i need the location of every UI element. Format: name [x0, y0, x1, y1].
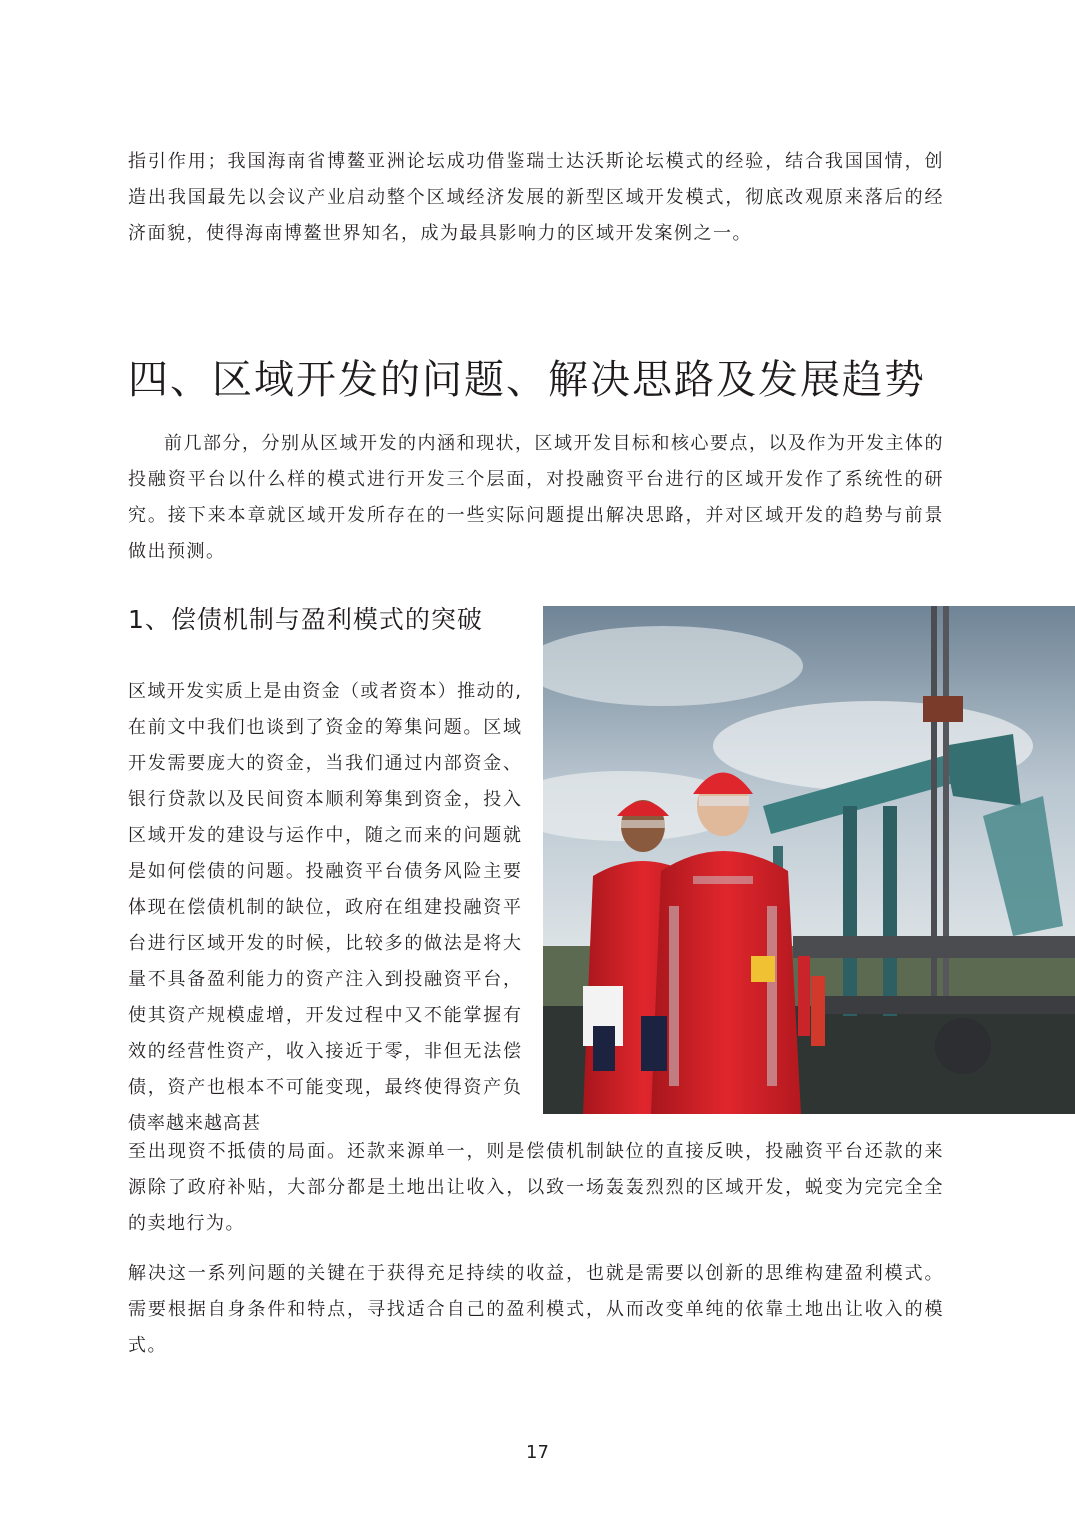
body-paragraph-continued: 至出现资不抵债的局面。还款来源单一，则是偿债机制缺位的直接反映，投融资平台还款的来源除了政府补贴，大部分都是土地出让收入，以致一场轰轰烈烈的区域开发，蜕变为完完全全的卖地行为。 — [128, 1141, 944, 1234]
intro-paragraph: 指引作用；我国海南省博鳌亚洲论坛成功借鉴瑞士达沃斯论坛模式的经验，结合我国国情，创造出我国最先以会议产业启动整个区域经济发展的新型区域开发模式，彻底改观原来落后的经济面貌，使得海南博鳌世界知名，成为最具影响力的区域开发案例之一。 — [128, 151, 944, 244]
page-number: 17 — [526, 1442, 549, 1463]
subsection-title: 1、偿债机制与盈利模式的突破 — [128, 605, 483, 634]
section-title: 四、区域开发的问题、解决思路及发展趋势 — [128, 357, 926, 403]
oilfield-workers-photo — [543, 606, 1075, 1114]
body-paragraph-narrow: 区域开发实质上是由资金（或者资本）推动的,在前文中我们也谈到了资金的筹集问题。区域开发需要庞大的资金，当我们通过内部资金、银行贷款以及民间资本顺利筹集到资金，投入区域开发的建设与运作中，随之而来的问题就是如何偿债的问题。投融资平台债务风险主要体现在偿债机制的缺位，政府在组建投融资平台进行区域开发的时候，比较多的做法是将大量不具备盈利能力的资产注入到投融资平台，使其资产规模虚增，开发过程中又不能掌握有效的经营性资产，收入接近于零，非但无法偿债，资产也根本不可能变现，最终使得资产负债率越来越高甚 — [128, 681, 522, 1134]
section-intro-paragraph: 前几部分，分别从区域开发的内涵和现状，区域开发目标和核心要点，以及作为开发主体的投融资平台以什么样的模式进行开发三个层面，对投融资平台进行的区域开发作了系统性的研究。接下来本章就区域开发所存在的一些实际问题提出解决思路，并对区域开发的趋势与前景做出预测。 — [128, 433, 944, 562]
closing-paragraph: 解决这一系列问题的关键在于获得充足持续的收益，也就是需要以创新的思维构建盈利模式。需要根据自身条件和特点，寻找适合自己的盈利模式，从而改变单纯的依靠土地出让收入的模式。 — [128, 1263, 944, 1356]
